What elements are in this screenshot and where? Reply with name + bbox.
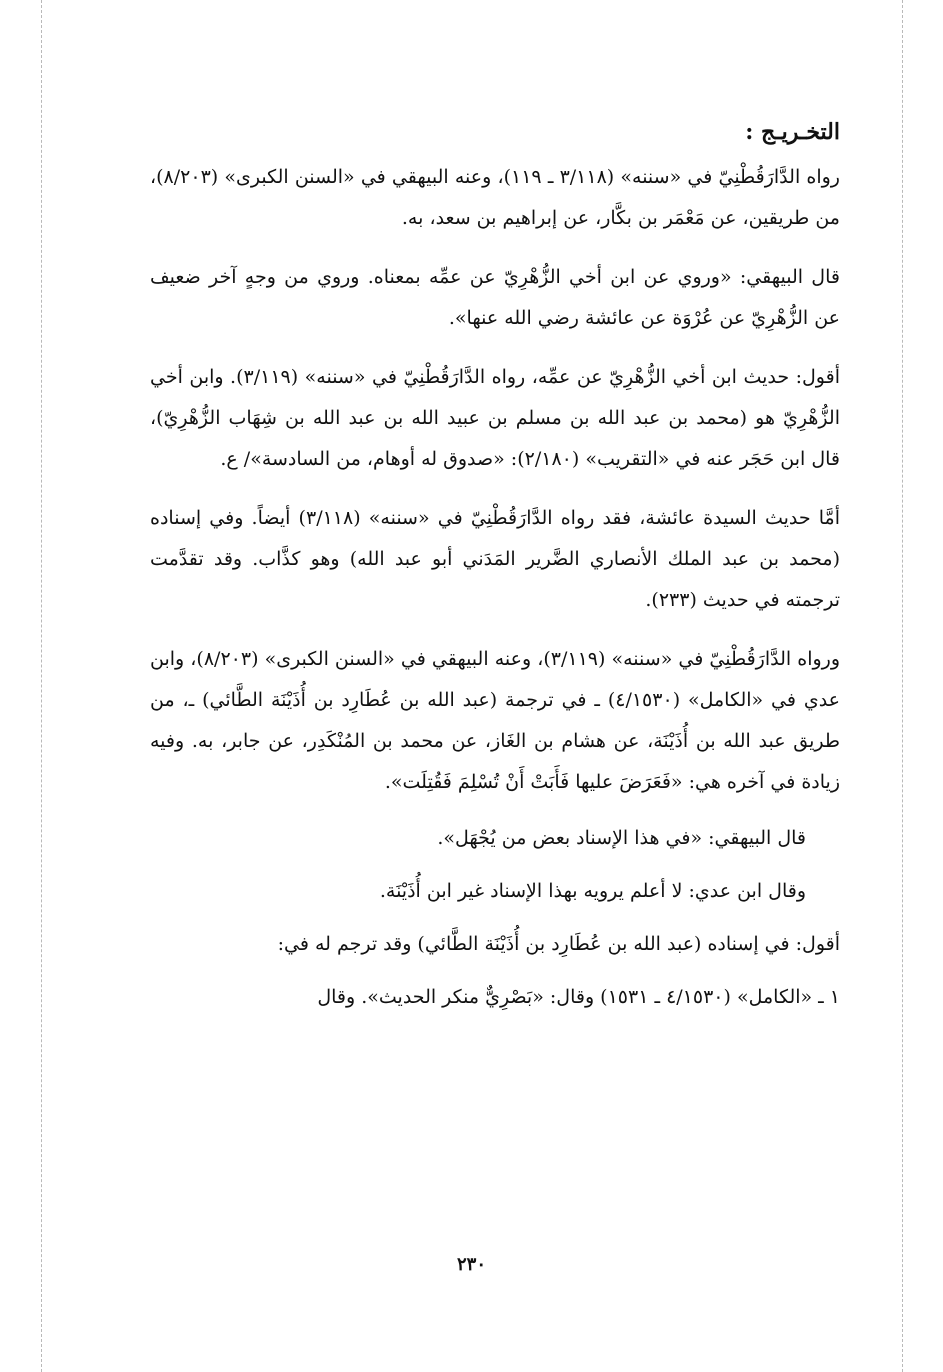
paragraph-4: أمَّا حديث السيدة عائشة، فقد رواه الدَّارَقُطْنِيّ في «سننه» (٣/١١٨) أيضاً. وفي إسناده (محمد بن عبد الملك الأنصاري الضَّرير المَدَني أبو عبد الله) وهو كذَّاب. وقد تقدَّمت ترجمته في حديث (٢٣٣).: [150, 507, 841, 611]
margin-guide-right: [902, 0, 903, 1372]
page-body: [150, 112, 840, 1018]
margin-guide-left: [41, 0, 42, 1372]
page-number: ٢٣٠: [456, 1254, 486, 1275]
paragraph-1: رواه الدَّارَقُطْنِيّ في «سننه» (٣/١١٨ ـ ١١٩)، وعنه البيهقي في «السنن الكبرى» (٨/٢٠٣)، من طريقين، عن مَعْمَر بن بكَّار، عن إبراهيم بن سعد، به.: [150, 166, 840, 229]
paragraph-7: وقال ابن عدي: لا أعلم يرويه بهذا الإسناد غير ابن أُذَيْنَة.: [379, 880, 806, 902]
paragraph-9: ١ ـ «الكامل» (٤/١٥٣٠ ـ ١٥٣١) وقال: «بَصْرِيٌّ منكر الحديث». وقال: [317, 986, 840, 1008]
paragraph-6: قال البيهقي: «في هذا الإسناد بعض من يُجْهَل».: [437, 827, 806, 849]
section-heading: التخـريـج :: [745, 119, 840, 145]
paragraph-3: أقول: حديث ابن أخي الزُّهْرِيّ عن عمِّه، رواه الدَّارَقُطْنِيّ في «سننه» (٣/١١٩). وابن أخي الزُّهْرِيّ هو (محمد بن عبد الله بن مسلم بن عبيد الله بن عبد الله بن شِهَاب الزُّهْرِيّ)، قال ابن حَجَر عنه في «التقريب» (٢/١٨٠): «صدوق له أوهام، من السادسة»/ ع.: [150, 366, 840, 470]
paragraph-8: أقول: في إسناده (عبد الله بن عُطَارِد بن أُذَيْنَة الطَّائي) وقد ترجم له في:: [277, 933, 840, 955]
paragraph-5: ورواه الدَّارَقُطْنِيّ في «سننه» (٣/١١٩)، وعنه البيهقي في «السنن الكبرى» (٨/٢٠٣)، وابن عدي في «الكامل» (٤/١٥٣٠) ـ في ترجمة (عبد الله بن عُطَارِد بن أُذَيْنَة الطَّائي) ـ، من طريق عبد الله بن أُذَيْنَة، عن هشام بن الغَاز، عن محمد بن المُنْكَدِر، عن جابر، به. وفيه زيادة في آخره هي: «فَعَرَضَ عليها فَأَبَتْ أَنْ تُسْلِمَ فَقُتِلَت».: [150, 648, 840, 793]
paragraph-2: قال البيهقي: «وروي عن ابن أخي الزُّهْرِيّ عن عمِّه بمعناه. وروي من وجهٍ آخر ضعيف عن الزُّهْرِيّ عن عُرْوَة عن عائشة رضي الله عنها».: [150, 266, 840, 329]
